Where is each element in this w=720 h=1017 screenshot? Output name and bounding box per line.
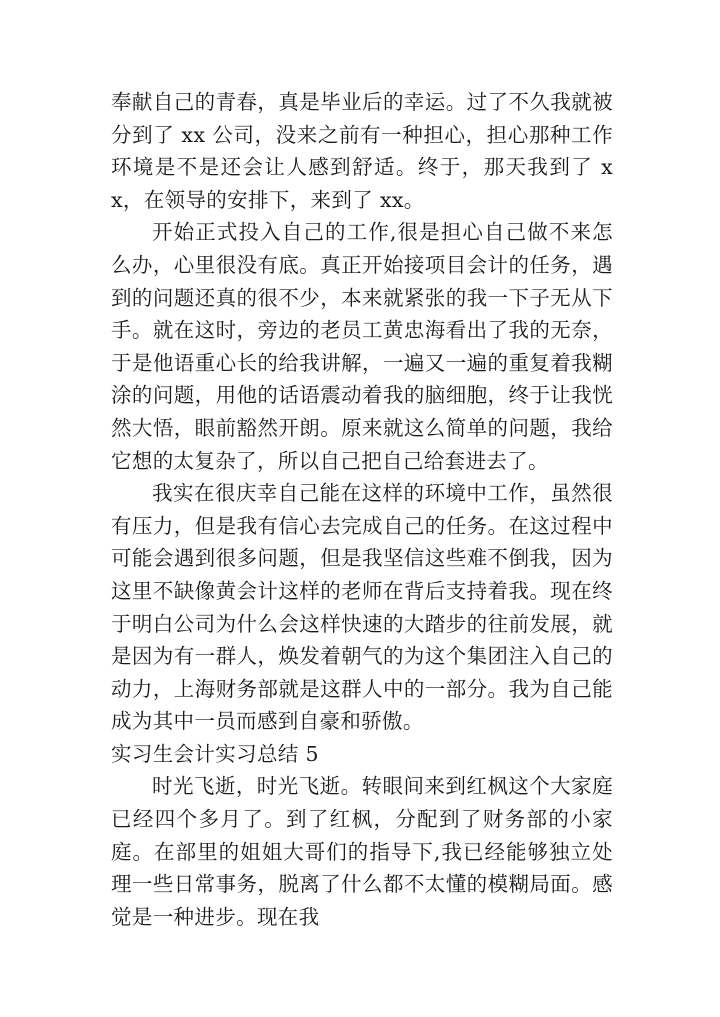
paragraph-time-flies: 时光飞逝，时光飞逝。转眼间来到红枫这个大家庭已经四个多月了。到了红枫，分配到了财务部的小家庭。在部里的姐姐大哥们的指导下,我已经能够独立处理一些日常事务，脱离了什么都不太懂的模糊局面。感觉是一种进步。现在我	[111, 774, 613, 929]
paragraph-gratitude: 我实在很庆幸自己能在这样的环境中工作，虽然很有压力，但是我有信心去完成自己的任务。在这过程中可能会遇到很多问题，但是我坚信这些难不倒我，因为这里不缺像黄会计这样的老师在背后支持着我。现在终于明白公司为什么会这样快速的大踏步的往前发展，就是因为有一群人，焕发着朝气的为这个集团注入自己的动力，上海财务部就是这群人中的一部分。我为自己能成为其中一员而感到自豪和骄傲。	[111, 481, 613, 734]
paragraph-arrival: 奉献自己的青春，真是毕业后的幸运。过了不久我就被分到了 xx 公司，没来之前有一种担心，担心那种工作环境是不是还会让人感到舒适。终于，那天我到了 xx，在领导的安排下，来到了 xx。	[111, 90, 613, 212]
section-heading: 实习生会计实习总结 5	[111, 741, 319, 766]
paragraph-first-work: 开始正式投入自己的工作,很是担心自己做不来怎么办，心里很没有底。真正开始接项目会计的任务，遇到的问题还真的很不少，本来就紧张的我一下子无从下手。就在这时，旁边的老员工黄忠海看出了我的无奈，于是他语重心长的给我讲解，一遍又一遍的重复着我糊涂的问题，用他的话语震动着我的脑细胞，终于让我恍然大悟，眼前豁然开朗。原来就这么简单的问题，我给它想的太复杂了，所以自己把自己给套进去了。	[111, 220, 613, 473]
document-body	[111, 86, 613, 933]
